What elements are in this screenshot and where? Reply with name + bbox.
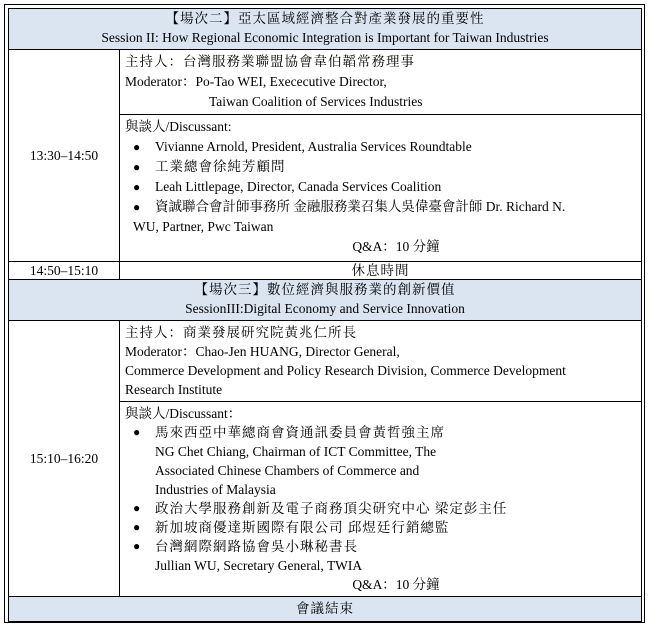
discussant-name-continued: WU, Partner, Pwc Taiwan xyxy=(133,219,274,234)
session3-header xyxy=(9,280,642,321)
list-item xyxy=(125,177,637,197)
session3-title-zh: 【場次三】數位經濟與服務業的創新價值 xyxy=(194,282,456,297)
session2-moderator-row xyxy=(9,50,642,115)
agenda-frame xyxy=(4,4,645,623)
session2-moderator-en-1: Moderator：Po-Tao WEI, Exececutive Director, xyxy=(125,74,387,89)
break-label: 休息時間 xyxy=(120,262,642,280)
session2-moderator-zh: 主持人：台灣服務業聯盟協會韋伯韜常務理事 xyxy=(125,54,415,69)
session2-discussant-cell xyxy=(120,115,642,262)
session3-moderator-cell xyxy=(120,321,642,402)
session2-discussant-label: 與談人/Discussant: xyxy=(125,119,232,134)
discussant-name: 台灣網際網路協會吳小琳秘書長 xyxy=(155,539,358,554)
bullet-icon: ● xyxy=(133,160,141,174)
break-row xyxy=(9,262,642,280)
discussant-name: 資誠聯合會計師事務所 金融服務業召集人吳偉臺會計師 Dr. Richard N. xyxy=(155,199,566,214)
session3-qa: Q&A：10 分鐘 xyxy=(352,577,440,592)
break-time: 14:50–15:10 xyxy=(9,262,120,280)
discussant-name: 工業總會徐純芳顧問 xyxy=(155,159,286,174)
discussant-name: Leah Littlepage, Director, Canada Services Coalition xyxy=(155,179,442,194)
discussant-name: Vivianne Arnold, President, Australia Services Roundtable xyxy=(155,139,472,154)
session2-qa: Q&A：10 分鐘 xyxy=(352,239,440,254)
session3-title-en: SessionIII:Digital Economy and Service Innovation xyxy=(185,301,465,316)
bullet-icon: ● xyxy=(133,539,141,553)
agenda-table xyxy=(8,8,642,622)
list-item xyxy=(125,423,637,499)
session2-header-row xyxy=(9,9,642,50)
session2-moderator-en-2: Taiwan Coalition of Services Industries xyxy=(209,94,423,109)
list-item xyxy=(125,197,637,237)
session3-discussant-cell xyxy=(120,402,642,597)
session2-header xyxy=(9,9,642,50)
bullet-icon: ● xyxy=(133,520,141,534)
closing-row xyxy=(9,597,642,622)
session3-moderator-zh: 主持人：商業發展研究院黃兆仁所長 xyxy=(125,325,357,340)
discussant-name-continued: NG Chet Chiang, Chairman of ICT Committee, The xyxy=(155,444,437,459)
bullet-icon: ● xyxy=(133,425,141,439)
discussant-name-continued: Jullian WU, Secretary General, TWIA xyxy=(155,558,363,573)
discussant-name-continued: Associated Chinese Chambers of Commerce and xyxy=(155,463,420,478)
list-item xyxy=(125,157,637,177)
session3-moderator-en-1: Moderator：Chao-Jen HUANG, Director General, xyxy=(125,344,400,359)
session3-header-row xyxy=(9,280,642,321)
bullet-icon: ● xyxy=(133,501,141,515)
session3-time: 15:10–16:20 xyxy=(9,321,120,597)
session2-title-en: Session II: How Regional Economic Integration is Important for Taiwan Industries xyxy=(101,30,549,45)
bullet-icon: ● xyxy=(133,140,141,154)
discussant-name: 馬來西亞中華總商會資通訊委員會黃哲強主席 xyxy=(155,425,445,440)
session3-moderator-row xyxy=(9,321,642,402)
session3-moderator-en-3: Research Institute xyxy=(125,382,223,397)
list-item xyxy=(125,518,637,537)
closing-label: 會議結束 xyxy=(9,597,642,622)
session3-moderator-en-2: Commerce Development and Policy Research Division, Commerce Development xyxy=(125,363,566,378)
session3-discussant-label: 與談人/Discussant： xyxy=(125,406,242,421)
session2-time: 13:30–14:50 xyxy=(9,50,120,262)
bullet-icon: ● xyxy=(133,200,141,214)
bullet-icon: ● xyxy=(133,180,141,194)
list-item xyxy=(125,137,637,157)
session2-title-zh: 【場次二】亞太區域經濟整合對產業發展的重要性 xyxy=(165,11,485,26)
discussant-name-continued: Industries of Malaysia xyxy=(155,482,276,497)
list-item xyxy=(125,499,637,518)
session2-discussant-list xyxy=(125,137,637,237)
discussant-name: 政治大學服務創新及電子商務頂尖研究中心 梁定彭主任 xyxy=(155,501,508,516)
session2-moderator-cell xyxy=(120,50,642,115)
list-item xyxy=(125,537,637,575)
session3-discussant-list xyxy=(125,423,637,575)
discussant-name: 新加坡商優達斯國際有限公司 邱煜廷行銷總監 xyxy=(155,520,450,535)
